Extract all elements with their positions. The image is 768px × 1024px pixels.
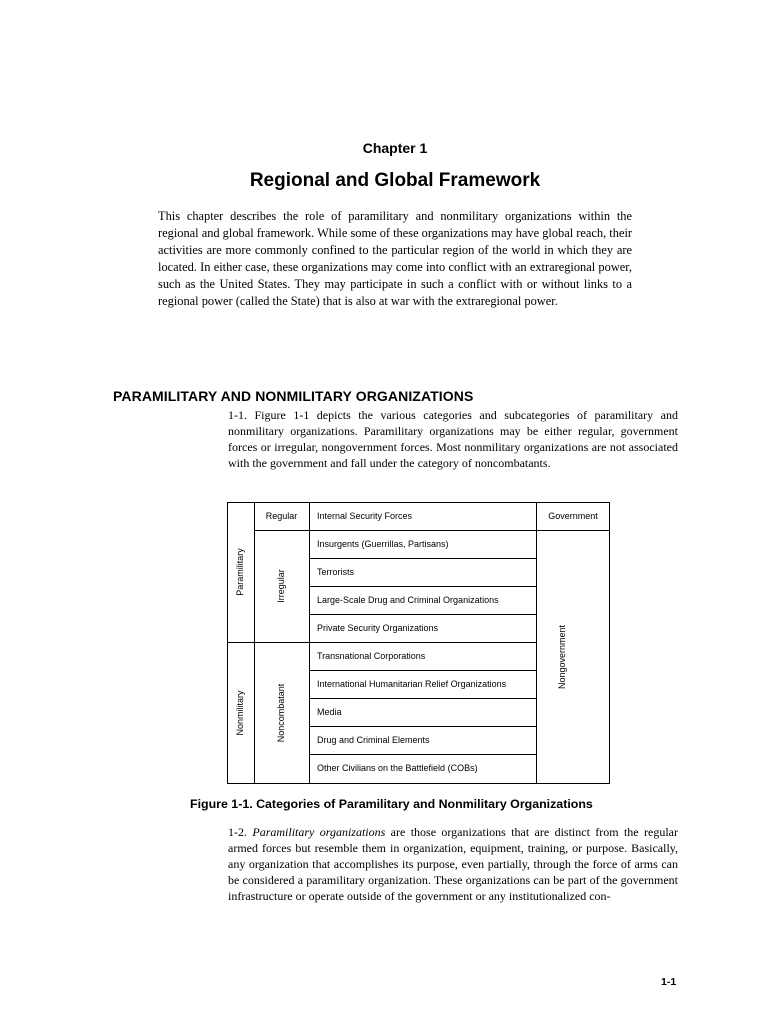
figure-table: [227, 502, 610, 784]
section-heading: PARAMILITARY AND NONMILITARY ORGANIZATIONS: [113, 388, 474, 404]
org-row: Large-Scale Drug and Criminal Organizations: [317, 595, 499, 605]
org-row: Drug and Criminal Elements: [317, 735, 430, 745]
org-row: Terrorists: [317, 567, 355, 577]
chapter-label: Chapter 1: [362, 140, 428, 156]
subcategory-regular: Regular: [265, 511, 298, 521]
subcategory-irregular: Irregular: [276, 569, 286, 603]
org-row: International Humanitarian Relief Organizations: [317, 679, 507, 689]
org-row: Insurgents (Guerrillas, Partisans): [317, 539, 449, 549]
org-row: Transnational Corporations: [317, 651, 426, 661]
page-number: 1-1: [661, 976, 677, 988]
intro-paragraph: This chapter describes the role of paramilitary and nonmilitary organizations within the regional and global framework. While some of these organizations may have global reach, their activities are more commonly confined to the particular region of the world in which they are located. In either case, these organizations may come into conflict with an extraregional power, such as the United States. They may participate in such a conflict with or without links to a regional power (called the State) that is also at war with the extraregional power.: [158, 209, 633, 308]
paragraph-number: 1-2.: [228, 825, 253, 839]
category-paramilitary: Paramilitary: [235, 548, 245, 596]
org-row: Private Security Organizations: [317, 623, 439, 633]
org-row: Media: [317, 707, 342, 717]
affiliation-government: Government: [548, 511, 598, 521]
org-row: Internal Security Forces: [317, 511, 413, 521]
paragraph-1-2: [228, 824, 678, 904]
paragraph-body: are those organizations that are distinct from the regular armed forces but resemble them in organization, equipment, training, or purpose. Basically, any organization that accomplishes its purpose, even partially, through the force of arms can be considered a paramilitary organization. These organizations can be part of the government infrastructure or operate outside of the government or any institutionalized con-: [228, 825, 678, 903]
affiliation-nongovernment: Nongovernment: [557, 624, 567, 690]
chapter-title: Regional and Global Framework: [249, 170, 541, 191]
defined-term: Paramilitary organizations: [252, 825, 386, 839]
figure-caption: Figure 1-1. Categories of Paramilitary and Nonmilitary Organizations: [190, 797, 593, 811]
paragraph-1-1: 1-1. Figure 1-1 depicts the various categories and subcategories of paramilitary and nonmilitary organizations. Paramilitary organizations may be either regular, government forces or irregular, nongovernment forces. Most nonmilitary organizations are not associated with the government and fall under the category of noncombatants.: [228, 408, 678, 470]
subcategory-noncombatant: Noncombatant: [276, 683, 286, 743]
org-row: Other Civilians on the Battlefield (COBs): [317, 763, 478, 773]
category-nonmilitary: Nonmilitary: [235, 690, 245, 736]
